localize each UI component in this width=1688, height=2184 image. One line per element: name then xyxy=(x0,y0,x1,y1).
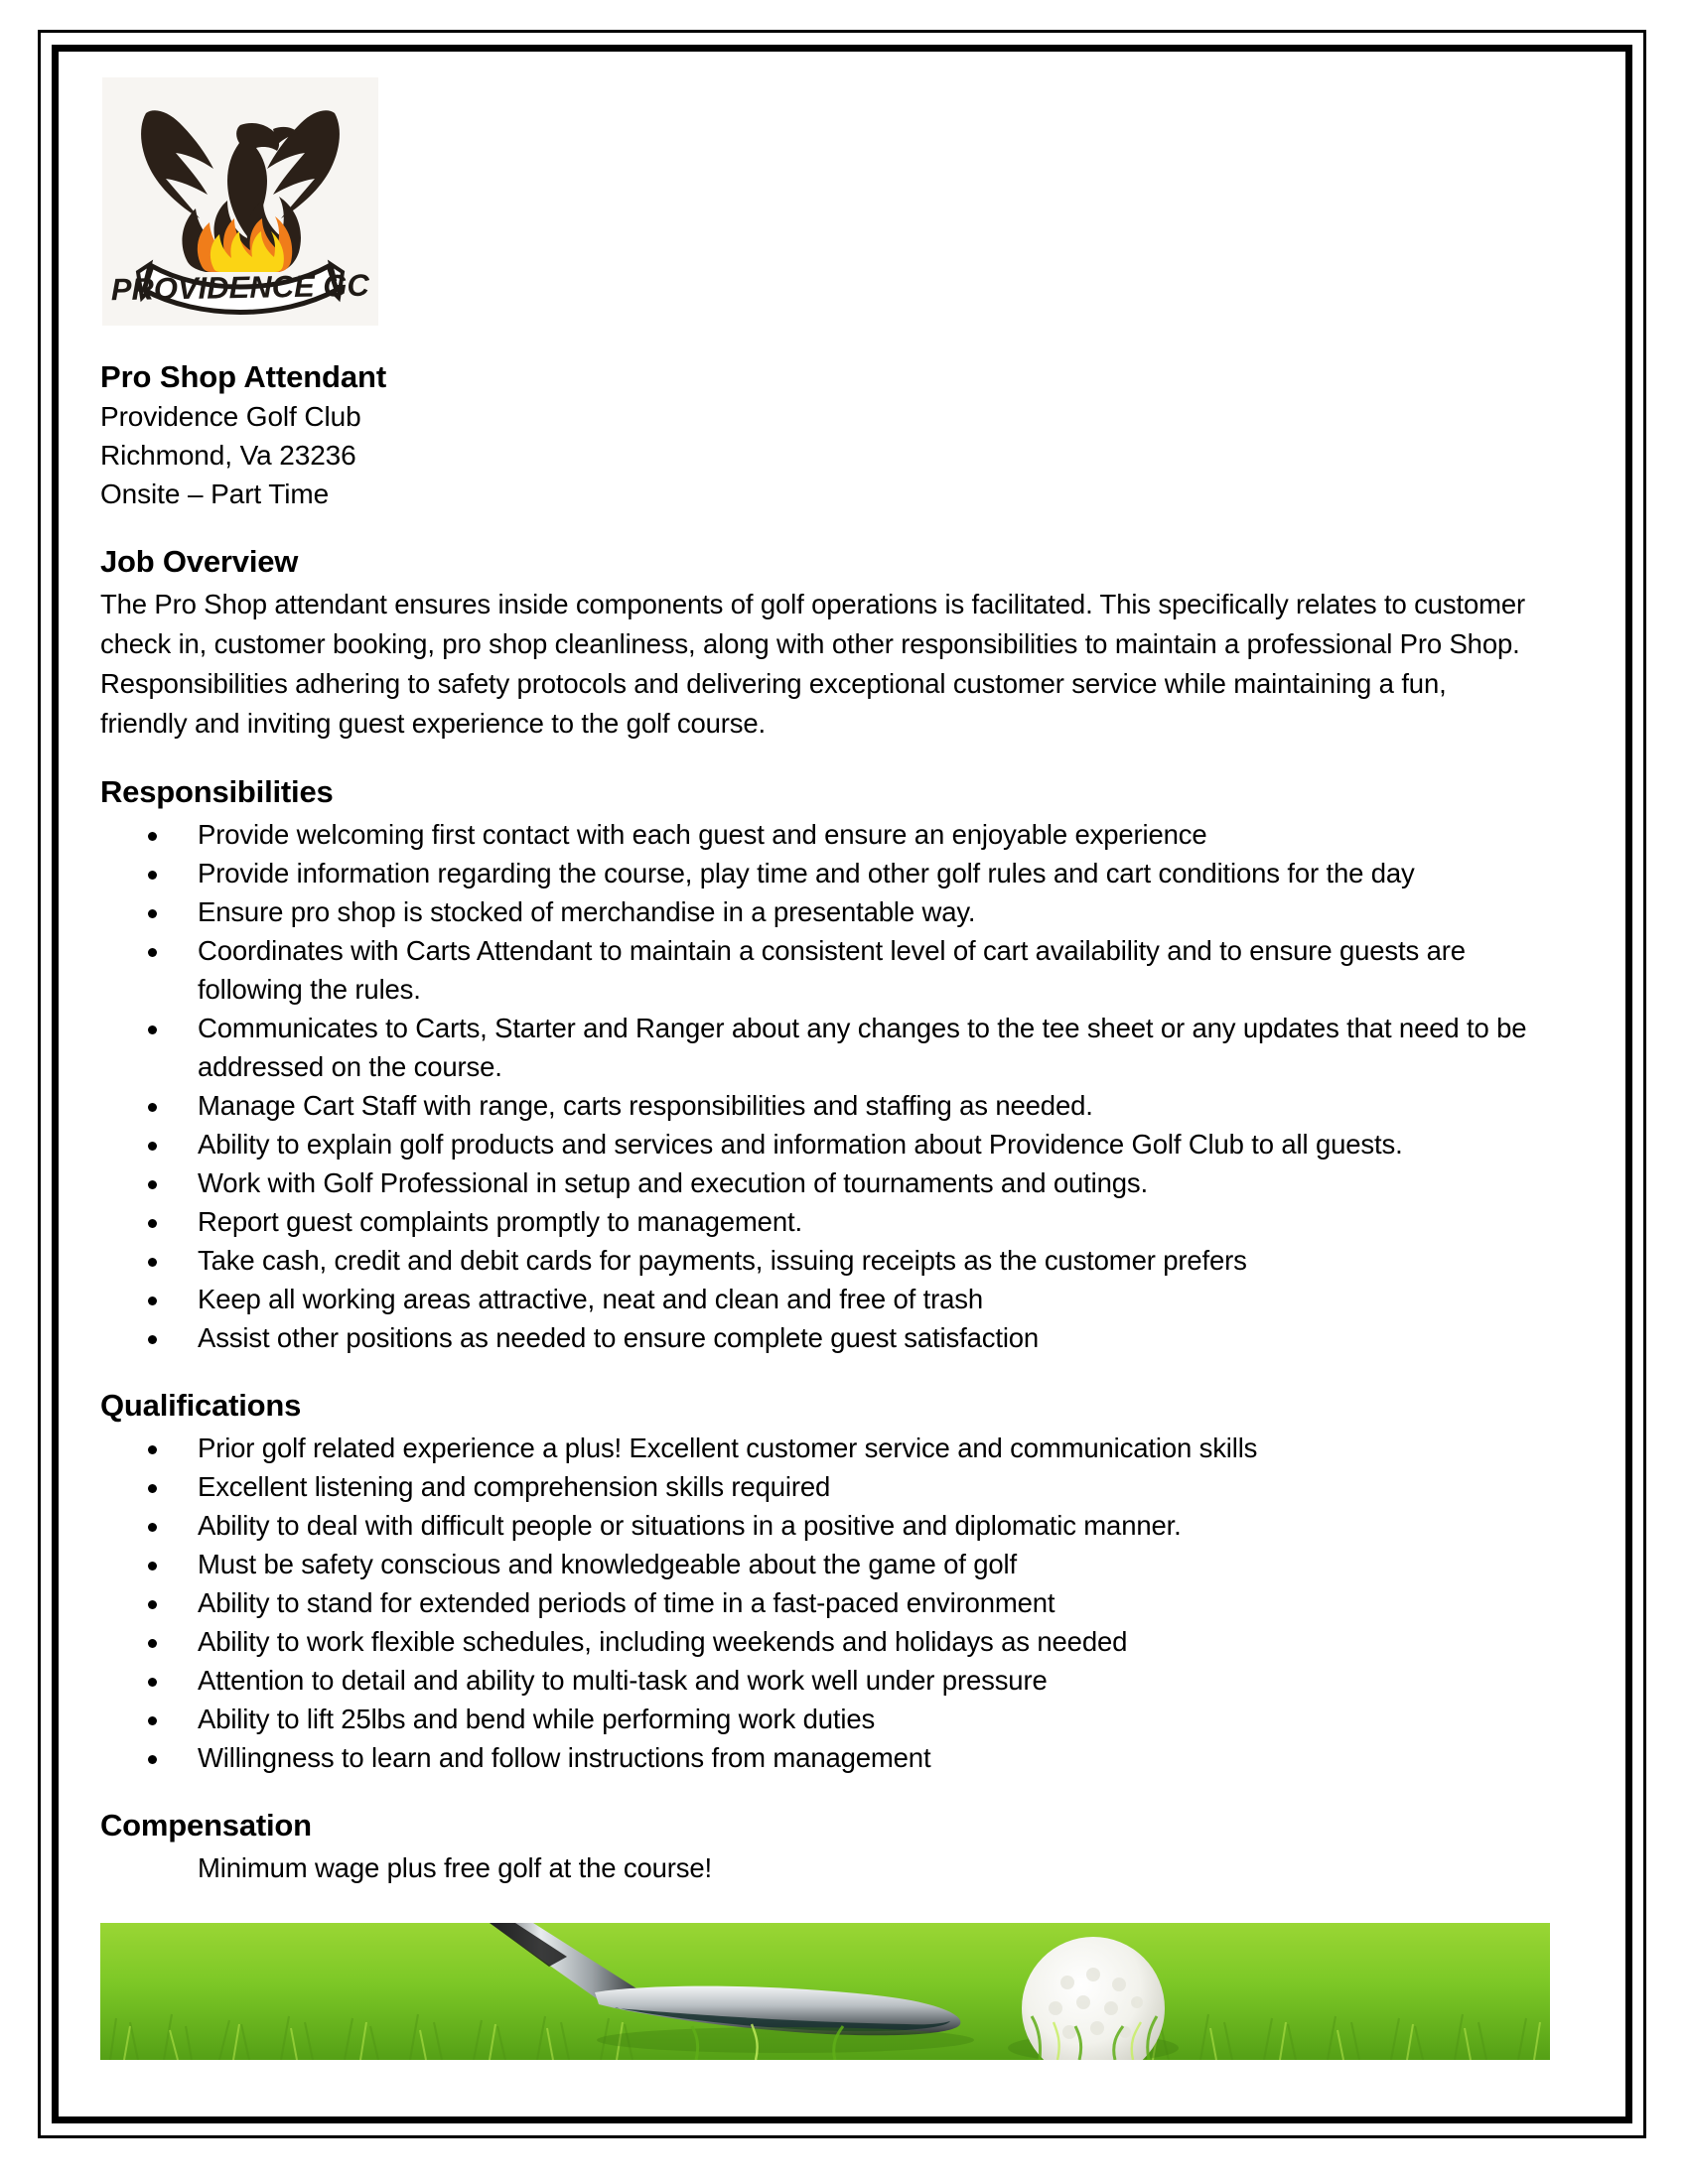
list-item: Coordinates with Carts Attendant to maintain a consistent level of cart availability and to ensure guests are following the rules. xyxy=(100,931,1572,1009)
list-item: Communicates to Carts, Starter and Ranger about any changes to the tee sheet or any updates that need to be addressed on the course. xyxy=(100,1009,1572,1086)
list-item: Provide information regarding the course, play time and other golf rules and cart conditions for the day xyxy=(100,854,1572,892)
location: Richmond, Va 23236 xyxy=(100,440,356,471)
list-item: Attention to detail and ability to multi-task and work well under pressure xyxy=(100,1661,1572,1700)
phoenix-logo xyxy=(102,77,378,326)
organization-name: Providence Golf Club xyxy=(100,401,361,432)
list-item: Report guest complaints promptly to management. xyxy=(100,1202,1572,1241)
list-item: Ability to work flexible schedules, including weekends and holidays as needed xyxy=(100,1622,1572,1661)
document-content xyxy=(59,52,1625,2116)
list-item: Must be safety conscious and knowledgeable about the game of golf xyxy=(100,1545,1572,1583)
svg-text:PROVIDENCE GC: PROVIDENCE GC xyxy=(110,267,370,308)
work-type: Onsite – Part Time xyxy=(100,478,330,509)
responsibilities-heading: Responsibilities xyxy=(100,774,334,809)
list-item: Prior golf related experience a plus! Excellent customer service and communication skills xyxy=(100,1429,1572,1467)
job-overview-heading: Job Overview xyxy=(100,544,299,579)
job-overview-text: The Pro Shop attendant ensures inside components of golf operations is facilitated. This specifically relates to customer check in, customer booking, pro shop cleanliness, along with other responsibilities to maintain a professional Pro Shop. Responsibilities adhering to safety protocols and delivering exceptional customer service while maintaining a fun, friendly and inviting guest experience to the golf course. xyxy=(100,589,1526,739)
list-item: Ability to stand for extended periods of time in a fast-paced environment xyxy=(100,1583,1572,1622)
list-item: Keep all working areas attractive, neat and clean and free of trash xyxy=(100,1280,1572,1318)
golf-club-and-ball-photo xyxy=(100,1923,1550,2060)
list-item: Work with Golf Professional in setup and execution of tournaments and outings. xyxy=(100,1163,1572,1202)
qualifications-heading: Qualifications xyxy=(100,1388,302,1423)
responsibilities-list xyxy=(100,815,1572,1357)
list-item: Ensure pro shop is stocked of merchandise in a presentable way. xyxy=(100,892,1572,931)
list-item: Manage Cart Staff with range, carts responsibilities and staffing as needed. xyxy=(100,1086,1572,1125)
page-inner-border xyxy=(52,45,1632,2123)
list-item: Excellent listening and comprehension skills required xyxy=(100,1467,1572,1506)
page-title: Pro Shop Attendant xyxy=(100,359,387,394)
page-outer-border xyxy=(38,30,1646,2138)
list-item: Ability to explain golf products and services and information about Providence Golf Club to all guests. xyxy=(100,1125,1572,1163)
list-item: Willingness to learn and follow instructions from management xyxy=(100,1738,1572,1777)
list-item: Take cash, credit and debit cards for payments, issuing receipts as the customer prefers xyxy=(100,1241,1572,1280)
compensation-text: Minimum wage plus free golf at the course! xyxy=(198,1852,712,1883)
list-item: Ability to lift 25lbs and bend while performing work duties xyxy=(100,1700,1572,1738)
qualifications-list xyxy=(100,1429,1572,1777)
list-item: Ability to deal with difficult people or situations in a positive and diplomatic manner. xyxy=(100,1506,1572,1545)
list-item: Provide welcoming first contact with each guest and ensure an enjoyable experience xyxy=(100,815,1572,854)
compensation-heading: Compensation xyxy=(100,1808,312,1843)
list-item: Assist other positions as needed to ensure complete guest satisfaction xyxy=(100,1318,1572,1357)
